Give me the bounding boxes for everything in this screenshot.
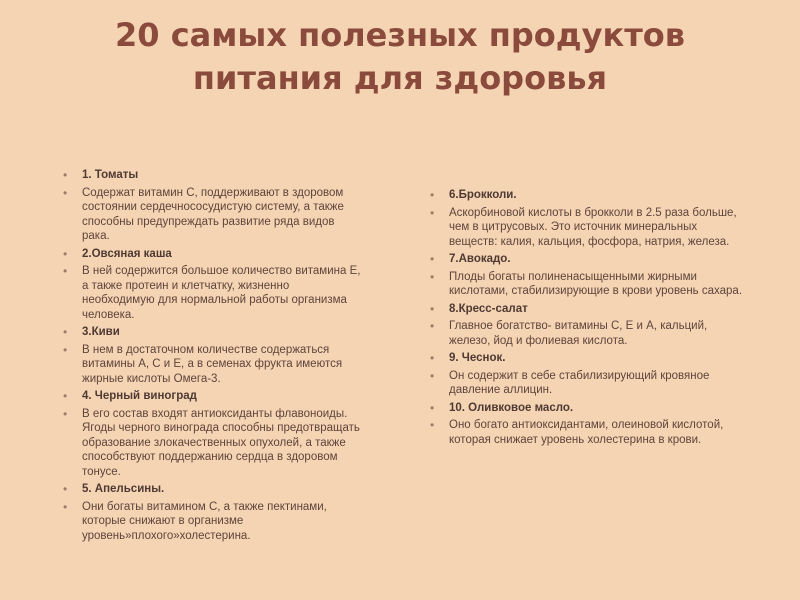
bullet-icon: • <box>63 264 68 278</box>
title-line-2: питания для здоровья <box>192 59 608 97</box>
product-heading <box>427 401 743 416</box>
product-description <box>60 343 365 387</box>
product-description-text: В ней содержится большое количество витамина Е, а также протеин и клетчатку, жизненно необходимую для нормальной работы организма человека. <box>82 265 361 321</box>
bullet-icon: • <box>430 301 435 316</box>
product-heading-text: 8.Кресс-салат <box>449 302 528 315</box>
product-heading <box>427 351 743 366</box>
product-heading <box>60 389 365 404</box>
bullet-icon: • <box>63 325 68 339</box>
bullet-icon: • <box>63 499 68 514</box>
product-heading <box>427 302 743 317</box>
product-heading-text: 5. Апельсины. <box>82 483 165 495</box>
product-description <box>427 206 743 250</box>
product-description <box>60 407 365 480</box>
product-heading <box>60 482 365 497</box>
slide-title <box>0 14 800 100</box>
product-heading <box>60 168 365 183</box>
product-heading-text: 9. Чеснок. <box>449 352 506 364</box>
product-description-text: Оно богато антиоксидантами, олеиновой кислотой, которая снижает уровень холестерина в крови. <box>449 419 724 446</box>
bullet-icon: • <box>430 351 435 365</box>
product-heading-text: 1. Томаты <box>82 169 139 181</box>
bullet-icon: • <box>63 168 68 182</box>
product-description-text: Содержат витамин С, поддерживают в здоровом состоянии сердечнососудистую систему, а также способны предупреждать развитие ряда видов рака. <box>82 186 344 242</box>
bullet-icon: • <box>430 252 435 266</box>
product-description-text: Они богаты витамином С, а также пектинами, которые снижают в организме уровень»плохого»холестерина. <box>82 500 327 542</box>
product-heading-text: 7.Авокадо. <box>449 253 511 265</box>
product-heading-text: 3.Киви <box>82 326 120 338</box>
bullet-icon: • <box>430 188 435 202</box>
bullet-icon: • <box>430 400 435 415</box>
bullet-icon: • <box>63 246 68 261</box>
product-description-text: Плоды богаты полиненасыщенными жирными кислотами, стабилизирующие в крови уровень сахара. <box>449 270 743 297</box>
title-line-1: 20 самых полезных продуктов <box>115 16 685 54</box>
product-heading <box>60 325 365 340</box>
product-heading <box>427 252 743 267</box>
product-heading-text: 6.Брокколи. <box>449 189 517 201</box>
bullet-icon: • <box>63 482 68 496</box>
product-description <box>427 369 743 398</box>
product-description <box>60 500 365 544</box>
bullet-icon: • <box>430 418 435 432</box>
right-column <box>427 188 743 450</box>
product-description <box>60 264 365 322</box>
bullet-icon: • <box>63 185 68 200</box>
product-description-text: В нем в достаточном количестве содержаться витамины А, С и Е, а в семенах фрукта имеются жирные кислоты Омега-3. <box>82 343 343 385</box>
bullet-icon: • <box>430 368 435 383</box>
bullet-icon: • <box>430 319 435 333</box>
product-heading <box>60 247 365 262</box>
product-description <box>60 186 365 244</box>
bullet-icon: • <box>430 269 435 284</box>
product-description <box>427 418 743 447</box>
product-heading-text: 4. Черный виноград <box>82 390 197 402</box>
bullet-icon: • <box>63 406 68 421</box>
bullet-icon: • <box>430 205 435 220</box>
product-description <box>427 319 743 348</box>
bullet-icon: • <box>63 342 68 357</box>
product-description <box>427 270 743 299</box>
product-heading <box>427 188 743 203</box>
product-heading-text: 10. Оливковое масло. <box>449 401 574 414</box>
product-description-text: Главное богатство- витамины С, Е и А, кальций, железо, йод и фолиевая кислота. <box>449 320 708 347</box>
product-heading-text: 2.Овсяная каша <box>82 247 172 260</box>
product-description-text: Аскорбиновой кислоты в брокколи в 2.5 раза больше, чем в цитрусовых. Это источник минеральных веществ: калия, кальция, фосфора, натрия, железа. <box>449 206 737 248</box>
product-description-text: Он содержит в себе стабилизирующий кровяное давление аллицин. <box>449 369 710 396</box>
product-description-text: В его состав входят антиоксиданты флавоноиды. Ягоды черного винограда способны предотвращать образование злокачественных опухолей, а также способствуют поддержанию сердца в здоровом тонусе. <box>82 407 360 478</box>
bullet-icon: • <box>63 389 68 403</box>
left-column <box>60 168 365 546</box>
